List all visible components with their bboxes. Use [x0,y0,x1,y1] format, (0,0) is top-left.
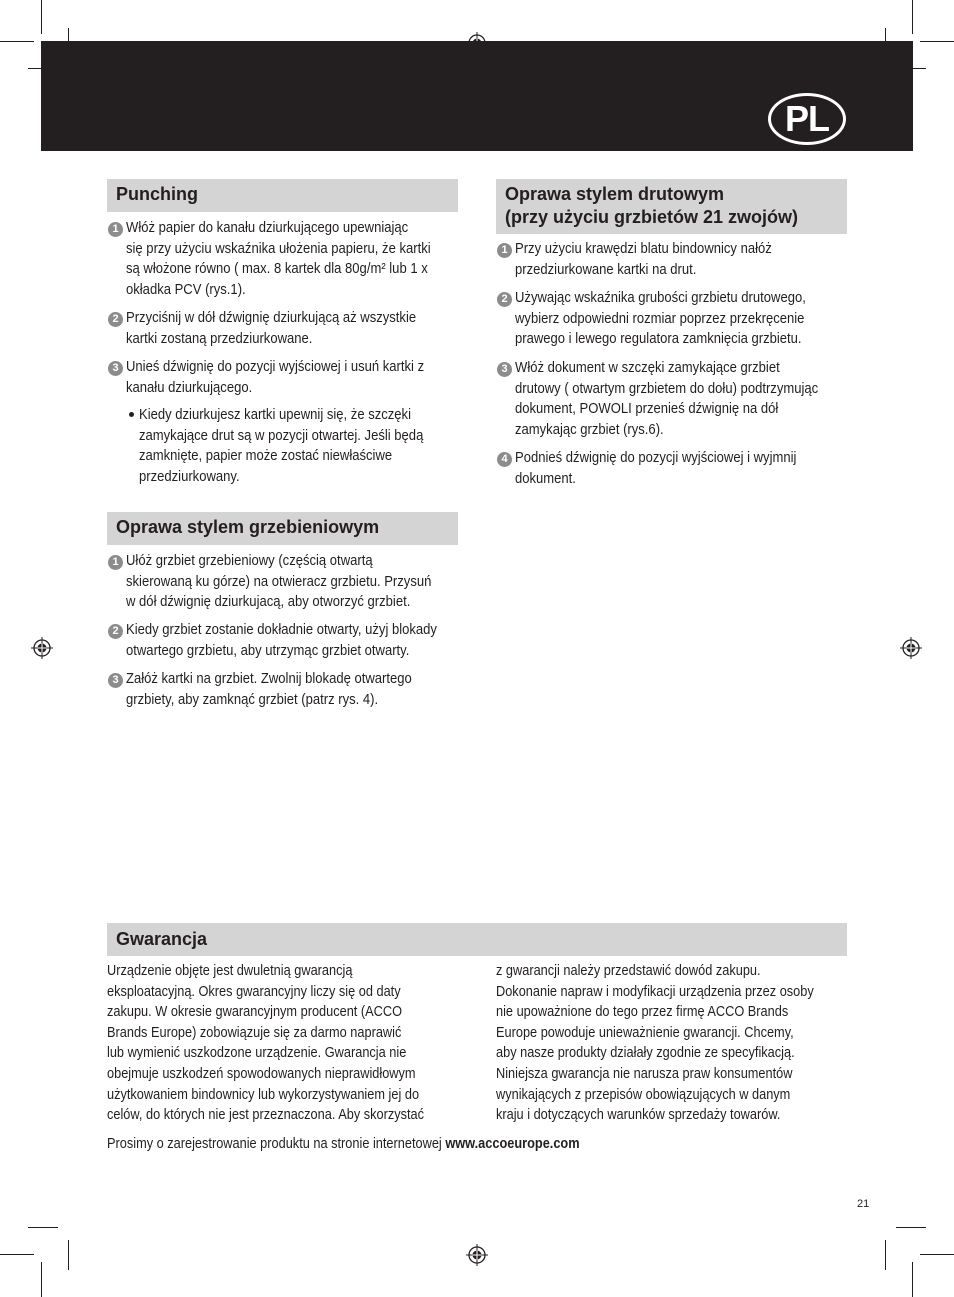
step-number-badge: 3 [108,361,123,376]
text-line: Przy użyciu krawędzi blatu bindownicy nałóż [515,241,772,257]
text-line: zamykając grzbiet (rys.6). [515,421,664,438]
text-line: Brands Europe) zobowiązuje się za darmo naprawić [107,1024,402,1041]
text-line: Załóż kartki na grzbiet. Zwolnij blokadę otwartego [126,671,412,687]
section-heading-wire [496,179,847,234]
text-line: w dół dźwignię dziurkujacą, aby otworzyć grzbiet. [126,594,411,610]
text-line: lub wymienić uszkodzone urządzenie. Gwarancja nie [107,1045,407,1062]
text-line: z gwarancji należy przedstawić dowód zakupu. [496,963,761,979]
text-line: Podnieś dźwignię do pozycji wyjściowej i wyjmnij [515,450,797,466]
text-line: Przyciśnij w dół dźwignię dziurkującą aż wszystkie [126,310,417,326]
text-line: Włóż papier do kanału dziurkującego upewniając [126,220,409,236]
text-line: eksploatacyjną. Okres gwarancyjny liczy się od daty [107,983,401,1000]
text-line: użytkowaniem bindownicy lub wykorzystywaniem jej do [107,1086,420,1103]
crop-mark [920,1254,954,1255]
crop-mark [28,1227,58,1228]
step-number-badge: 3 [108,673,123,688]
text-line: grzbiety, aby zamknąć grzbiet (patrz rys. 4). [126,691,379,708]
step-number-badge: 1 [108,555,123,570]
crop-mark [912,1262,913,1297]
step-text [515,358,818,440]
step-number-badge: 1 [497,243,512,258]
crop-mark [41,1262,42,1297]
text-line: są włożone równo ( max. 8 kartek dla 80g/m² lub 1 x [126,261,428,277]
crop-mark [920,41,954,42]
crop-mark [0,1254,34,1255]
text-line: okładka PCV (rys.1). [126,281,246,298]
step-text [126,308,416,349]
text-line: Kiedy grzbiet zostanie dokładnie otwarty, użyj blokady [126,622,437,638]
section-title: Punching [116,184,198,204]
text-line: dokument, POWOLI przenieś dźwignię na dół [515,401,779,417]
text-line: Ułóż grzbiet grzebieniowy (częścią otwartą [126,553,373,569]
crop-mark [885,1240,886,1270]
text-line: otwartego grzbietu, aby utrzymąc grzbiet otwarty. [126,642,410,659]
text-line: aby nasze produkty działały zgodnie ze specyfikacją. [496,1045,795,1062]
step-text [126,218,431,300]
step-number-badge: 4 [497,452,512,467]
step-number-badge: 2 [497,292,512,307]
warranty-text-right [496,961,814,1126]
registration-mark-icon [31,637,53,659]
crop-mark [68,1240,69,1270]
registration-note [107,1134,580,1155]
crop-mark [912,0,913,34]
text-line: drutowy ( otwartym grzbietem do dołu) podtrzymując [515,380,819,397]
text-line: przedziurkowane kartki na drut. [515,261,697,278]
text-line: celów, do których nie jest przeznaczona. Aby skorzystać [107,1107,425,1124]
registration-text: Prosimy o zarejestrowanie produktu na stronie internetowej [107,1136,446,1152]
crop-mark [0,41,34,42]
bullet-text [139,405,423,487]
step-number-badge: 3 [497,362,512,377]
warranty-text-left [107,961,424,1126]
section-title: Gwarancja [116,929,208,949]
text-line: się przy użyciu wskaźnika ułożenia papieru, że kartki [126,240,431,257]
crop-mark [896,1227,926,1228]
text-line: Urządzenie objęte jest dwuletnią gwarancją [107,963,353,979]
text-line: Europe powoduje unieważnienie gwarancji. Chcemy, [496,1024,794,1041]
text-line: Używając wskaźnika grubości grzbietu drutowego, [515,290,806,306]
text-line: zamknięte, papier może zostać niewłaściwe [139,448,393,464]
page-number: 21 [857,1198,870,1210]
text-line: Kiedy dziurkujesz kartki upewnij się, że szczęki [139,407,411,423]
text-line: dokument. [515,470,576,487]
text-line: Unieś dźwignię do pozycji wyjściowej i usuń kartki z [126,359,425,375]
registration-mark-icon [466,1244,488,1266]
text-line: wynikających z przepisów obowiązujących w danym [496,1086,791,1103]
text-line: kraju i dotyczących warunków sprzedaży towarów. [496,1107,781,1124]
registration-mark-icon [900,637,922,659]
text-line: przedziurkowany. [139,468,240,485]
crop-mark [41,0,42,34]
step-text [126,551,431,613]
step-number-badge: 1 [108,222,123,237]
text-line: wybierz odpowiedni rozmiar poprzez przekręcenie [515,310,805,327]
text-line: zamykające drut są w pozycji otwartej. Jeśli będą [139,427,424,444]
step-number-badge: 2 [108,312,123,327]
section-heading-comb [107,512,458,545]
section-heading-punching [107,179,458,212]
section-title-line: Oprawa stylem drutowym [505,184,725,204]
website-link[interactable]: www.accoeurope.com [445,1136,580,1152]
step-text [515,288,806,350]
section-heading-warranty [107,923,847,956]
text-line: nie upoważnione do tego przez firmę ACCO Brands [496,1004,789,1021]
step-text [515,239,772,280]
bullet-icon [129,412,134,417]
text-line: prawego i lewego regulatora zamknięcia grzbietu. [515,331,802,347]
text-line: Niniejsza gwarancja nie narusza praw konsumentów [496,1065,793,1082]
text-line: Dokonanie napraw i modyfikacji urządzenia przez osoby [496,983,814,1000]
step-number-badge: 2 [108,624,123,639]
section-title-line: (przy użyciu grzbietów 21 zwojów) [505,207,799,227]
text-line: kartki zostaną przedziurkowane. [126,330,313,347]
step-text [126,357,424,398]
step-text [126,620,437,661]
step-text [126,669,412,710]
text-line: zakupu. W okresie gwarancyjnym producent (ACCO [107,1004,403,1021]
text-line: obejmuje uszkodzeń spowodowanych nieprawidłowym [107,1065,416,1082]
text-line: skierowaną ku górze) na otwieracz grzbietu. Przysuń [126,573,432,590]
section-title: Oprawa stylem grzebieniowym [116,517,380,537]
text-line: Włóż dokument w szczęki zamykające grzbiet [515,360,780,376]
text-line: kanału dziurkującego. [126,379,253,396]
step-text [515,448,796,489]
language-badge: PL [768,93,846,145]
